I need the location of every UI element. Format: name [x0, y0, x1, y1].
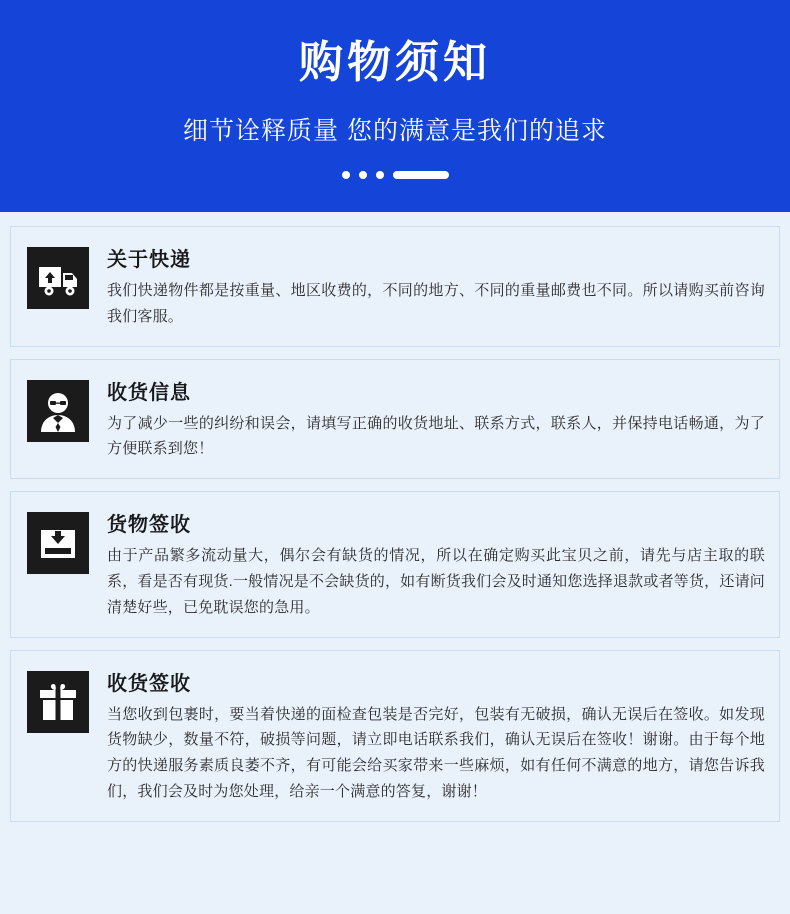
notice-card-body	[107, 376, 765, 463]
notice-card-shipping	[10, 226, 780, 347]
page-header-banner	[0, 0, 790, 212]
gift-box-icon	[27, 671, 89, 733]
notice-card-title: 货物签收	[107, 514, 191, 537]
delivery-truck-icon	[27, 247, 89, 309]
notice-card-body	[107, 508, 765, 620]
pagination-dots-icon	[342, 171, 449, 179]
dot-icon	[376, 171, 384, 179]
notice-sections	[0, 212, 790, 914]
customer-person-icon	[27, 380, 89, 442]
notice-card-text: 由于产品繁多流动量大，偶尔会有缺货的情况，所以在确定购买此宝贝之前，请先与店主取的联系，看是否有现货.一般情况是不会缺货的，如有断货我们会及时通知您选择退款或者等货，还请问清楚好些，已免耽误您的急用。	[107, 547, 765, 616]
dot-bar-icon	[393, 171, 449, 179]
notice-card-receiver-info	[10, 359, 780, 480]
notice-card-package-check	[10, 650, 780, 822]
notice-card-title: 收货信息	[107, 381, 191, 404]
notice-card-body	[107, 667, 765, 805]
notice-card-goods-receipt	[10, 491, 780, 637]
notice-card-body	[107, 243, 765, 330]
notice-card-text: 当您收到包裹时，要当着快递的面检查包装是否完好，包装有无破损，确认无误后在签收。如发现货物缺少，数量不符，破损等问题，请立即电话联系我们，确认无误后在签收！谢谢。由于每个地方的快递服务素质良萎不齐，有可能会给买家带来一些麻烦，如有任何不满意的地方，请您告诉我们，我们会及时为您处理，给亲一个满意的答复，谢谢！	[107, 705, 765, 800]
dot-icon	[359, 171, 367, 179]
page-subtitle: 细节诠释质量 您的满意是我们的追求	[183, 116, 607, 145]
dot-icon	[342, 171, 350, 179]
notice-card-title: 收货签收	[107, 672, 191, 695]
notice-card-title: 关于快递	[107, 249, 191, 271]
notice-card-text: 为了减少一些的纠纷和误会，请填写正确的收货地址、联系方式，联系人，并保持电话畅通，为了方便联系到您！	[107, 414, 765, 458]
page-title: 购物须知	[299, 38, 491, 87]
inbox-download-icon	[27, 512, 89, 574]
notice-card-text: 我们快递物件都是按重量、地区收费的，不同的地方、不同的重量邮费也不同。所以请购买前咨询我们客服。	[107, 282, 765, 325]
